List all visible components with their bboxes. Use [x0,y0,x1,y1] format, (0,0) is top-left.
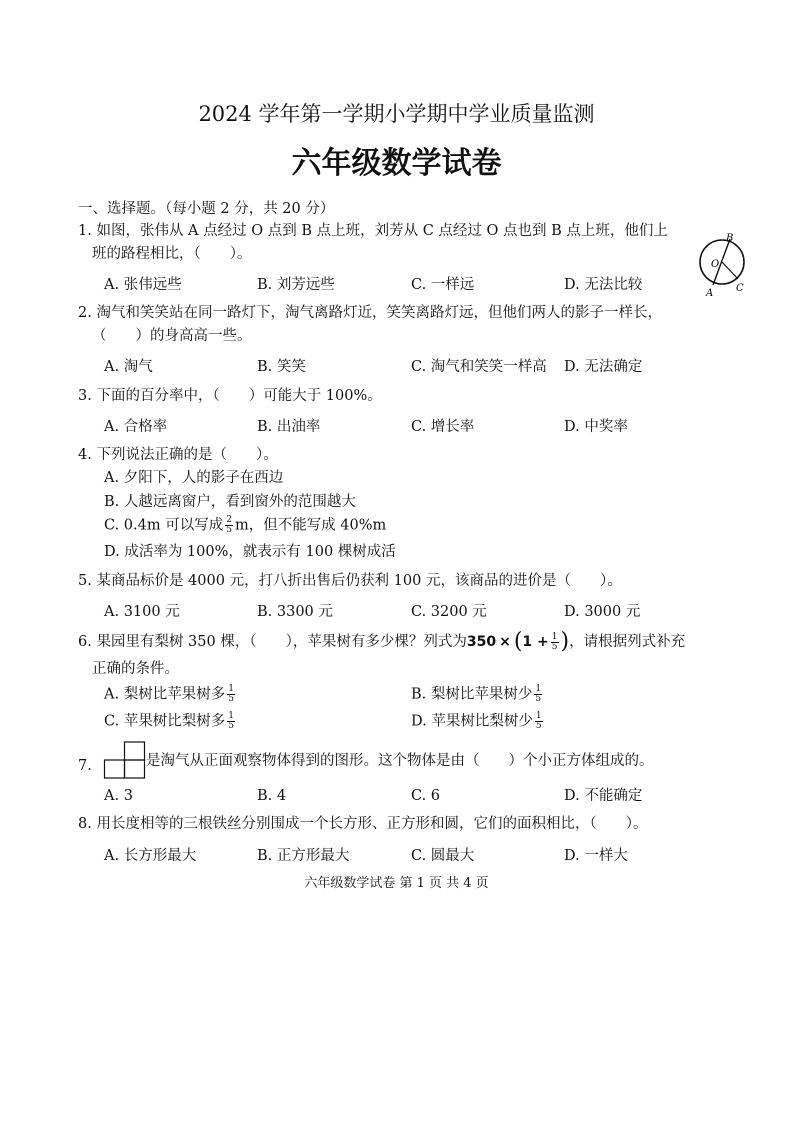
question-3-option-b[interactable]: B. 出油率 [257,419,321,435]
fraction-numerator: 1 [535,711,542,721]
question-1-option-b[interactable]: B. 刘芳远些 [257,277,335,293]
left-paren: ( [513,629,523,654]
radius-line-oc [722,262,738,279]
fraction-numerator: 1 [228,684,234,694]
fraction-numerator: 1 [228,711,235,721]
question-1-line-1: 1. 如图，张伟从 A 点经过 O 点到 B 点上班，刘芳从 C 点经过 O 点也到 B 点上班，他们上 [78,223,668,239]
question-4-option-a[interactable]: A. 夕阳下，人的影子在西边 [104,470,284,486]
point-o-label: O [711,259,720,270]
option-c-text: C. 苹果树比梨树多 [104,713,226,730]
question-6-option-a[interactable] [104,685,237,704]
question-8-line-1: 8. 用长度相等的三根铁丝分别围成一个长方形、正方形和圆，它们的面积相比，（ ）。 [78,816,648,832]
question-5-option-d[interactable]: D. 3000 元 [564,604,641,620]
fraction-two-fifths [225,516,233,535]
question-1-line-2: 班的路程相比，（ ）。 [92,246,252,262]
fraction-one-fifth [551,633,559,652]
question-1-option-a[interactable]: A. 张伟远些 [104,277,182,293]
fraction-one-fifth [534,685,542,704]
fraction-numerator: 1 [535,684,542,694]
exam-subtitle: 六年级数学试卷 [291,146,502,181]
question-4-line-1: 4. 下列说法正确的是（ ）。 [78,447,278,463]
option-b-text: B. 梨树比苹果树少 [411,686,533,703]
question-4-option-d[interactable]: D. 成活率为 100%，就表示有 100 棵树成活 [104,544,396,560]
fraction-denominator: 5 [226,525,232,535]
question-7-option-b[interactable]: B. 4 [257,788,287,804]
question-3-line-1: 3. 下面的百分率中，（ ）可能大于 100%。 [78,388,382,404]
question-5-line-1: 5. 某商品标价是 4000 元，打八折出售后仍获利 100 元，该商品的进价是（ ）。 [78,573,622,589]
question-3-option-d[interactable]: D. 中奖率 [564,419,628,435]
formula-one-plus: 1 + [522,634,549,650]
fraction-denominator: 5 [535,721,542,731]
fraction-one-fifth [535,712,543,731]
times-sign: × [499,634,511,650]
fraction-one-fifth [227,712,235,731]
question-6-option-b[interactable] [411,685,544,704]
question-6-text-prefix: 6. 果园里有梨树 350 棵，（ ），苹果树有多少棵？列式为 [78,634,467,650]
question-4-option-c[interactable] [104,516,386,535]
question-1-option-d[interactable]: D. 无法比较 [564,277,643,293]
question-2-option-a[interactable]: A. 淘气 [104,359,153,375]
question-1-option-c[interactable]: C. 一样远 [411,277,475,293]
option-d-text: D. 苹果树比梨树少 [411,713,533,730]
fraction-denominator: 5 [228,694,234,704]
cube-square-top [125,742,145,760]
option-a-text: A. 梨树比苹果树多 [104,686,226,703]
formula-350: 350 [466,634,497,650]
fraction-one-fifth [227,685,235,704]
question-5-option-a[interactable]: A. 3100 元 [104,604,180,620]
exam-title: 2024 学年第一学期小学期中学业质量监测 [198,102,595,126]
question-7-option-c[interactable]: C. 6 [411,788,441,804]
question-4-option-c-prefix: C. 0.4m 可以写成 [104,517,224,534]
question-2-option-b[interactable]: B. 笑笑 [257,359,306,375]
question-5-option-b[interactable]: B. 3300 元 [257,604,333,620]
question-2-option-d[interactable]: D. 无法确定 [564,359,643,375]
question-7-text: 是淘气从正面观察物体得到的图形。这个物体是由（ ）个小正方体组成的。 [146,753,654,769]
question-6-line-1 [78,630,685,654]
question-4-option-c-suffix: m，但不能写成 40%m [234,517,387,534]
question-2-line-1: 2. 淘气和笑笑站在同一路灯下，淘气离路灯近，笑笑离路灯远，但他们两人的影子一样长， [78,305,662,321]
front-view-cube-figure [103,741,147,779]
fraction-denominator: 5 [551,641,558,652]
question-6-option-d[interactable] [411,712,545,731]
fraction-numerator: 1 [551,631,558,642]
question-6-text-suffix: ，请根据列式补充 [569,634,686,650]
question-6-line-2: 正确的条件。 [92,661,179,677]
question-7-option-d[interactable]: D. 不能确定 [564,788,643,804]
question-5-option-c[interactable]: C. 3200 元 [411,604,487,620]
question-8-option-a[interactable]: A. 长方形最大 [104,848,197,864]
fraction-numerator: 2 [226,515,232,525]
question-3-option-c[interactable]: C. 增长率 [411,419,475,435]
page-footer: 六年级数学试卷 第 1 页 共 4 页 [304,876,489,891]
section-heading: 一、选择题。（每小题 2 分，共 20 分） [78,201,335,217]
fraction-denominator: 5 [228,721,235,731]
circle-diagram [694,230,754,300]
question-4-option-b[interactable]: B. 人越远离窗户，看到窗外的范围越大 [104,494,356,510]
cube-square-bottom-left [105,760,125,778]
point-c-label: C [736,283,744,294]
fraction-denominator: 5 [535,694,542,704]
point-a-label: A [706,288,714,299]
question-2-option-c[interactable]: C. 淘气和笑笑一样高 [411,359,547,375]
point-b-label: B [726,233,734,244]
right-paren: ) [560,629,570,654]
question-7-option-a[interactable]: A. 3 [104,788,133,804]
question-2-line-2: （ ）的身高高一些。 [92,328,252,344]
question-8-option-c[interactable]: C. 圆最大 [411,848,475,864]
question-6-option-c[interactable] [104,712,237,731]
question-7-number: 7. [78,758,92,774]
question-8-option-b[interactable]: B. 正方形最大 [257,848,350,864]
question-8-option-d[interactable]: D. 一样大 [564,848,628,864]
cube-square-bottom-right [125,760,145,778]
question-3-option-a[interactable]: A. 合格率 [104,419,168,435]
